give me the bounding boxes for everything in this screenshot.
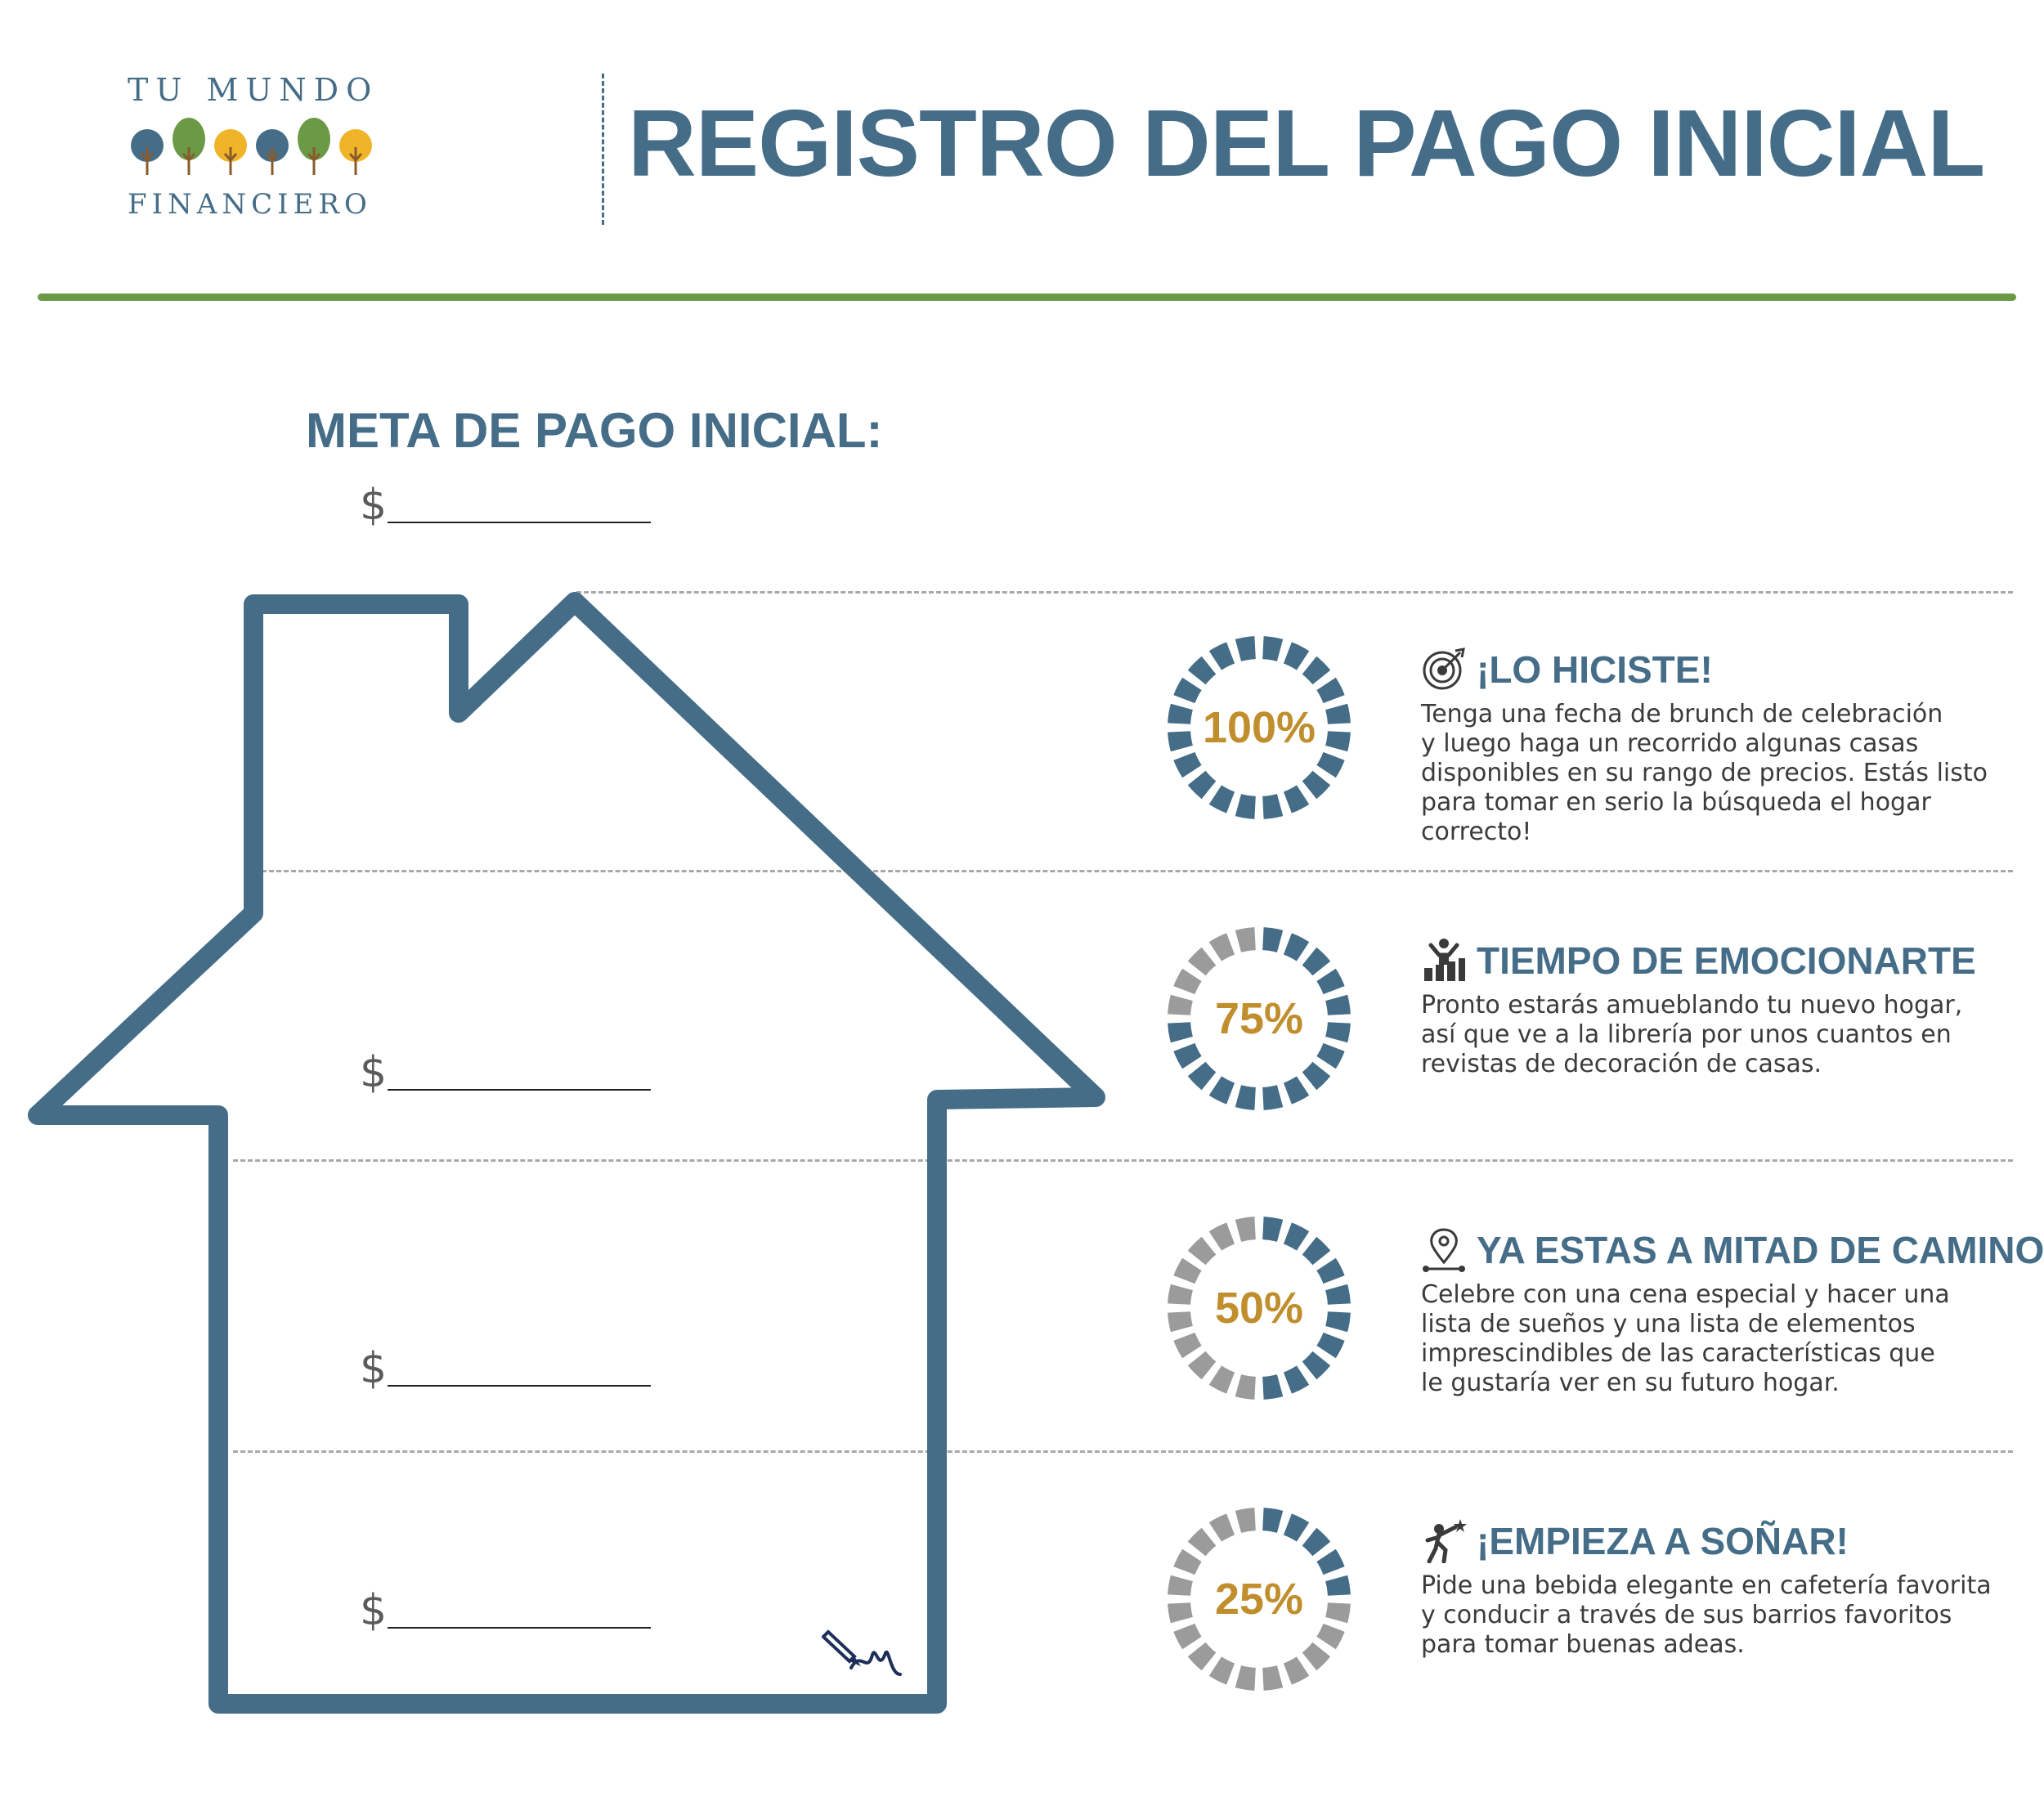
percent-label: 75% (1214, 994, 1304, 1043)
milestone-title: ¡EMPIEZA A SOÑAR! (1477, 1520, 1849, 1562)
milestone-text: Pronto estarás amueblando tu nuevo hogar, así que ve a la librería por unos cuantos en revistas de decoración de casas. (1421, 991, 1963, 1078)
progress-ring (1161, 921, 1357, 1117)
target-icon (1421, 646, 1467, 692)
goal-heading: META DE PAGO INICIAL: (306, 403, 883, 458)
blank-line (388, 1385, 651, 1387)
page-title: REGISTRO DEL PAGO INICIAL (628, 90, 1985, 196)
milestone-25 (1161, 1501, 2044, 1738)
milestone-text: Celebre con una cena especial y hacer una lista de sueños y una lista de elementos imprescindibles de las características que le gustaría ver en su futuro hogar. (1421, 1280, 1950, 1397)
progress-ring (1161, 1501, 1357, 1697)
milestone-50 (1161, 1210, 2044, 1447)
milestone-75 (1161, 921, 2044, 1158)
milestone-title: TIEMPO DE EMOCIONARTE (1477, 939, 1976, 982)
blank-line (388, 1627, 651, 1629)
dollar-icon: $ (360, 1048, 388, 1097)
milestone-text: Tenga una fecha de brunch de celebración y luego haga un recorrido algunas casas disponibles en su rango de precios. Estás listo para tomar en serio la búsqueda el hogar correcto! (1421, 700, 1988, 846)
percent-label: 25% (1214, 1575, 1304, 1624)
amount-50-field[interactable] (360, 1344, 654, 1393)
growth-person-icon (1421, 937, 1467, 983)
amount-25-field[interactable] (360, 1586, 654, 1635)
milestone-100 (1161, 630, 2044, 867)
milestone-title: ¡LO HICISTE! (1477, 648, 1713, 691)
milestone-title: YA ESTAS A MITAD DE CAMINO (1477, 1229, 2044, 1271)
progress-ring (1161, 1210, 1357, 1406)
progress-ring (1161, 630, 1357, 826)
map-pin-icon (1421, 1226, 1467, 1272)
dollar-icon: $ (360, 1586, 388, 1635)
star-reach-icon (1421, 1517, 1467, 1563)
signature-pen-icon (822, 1625, 903, 1683)
brand-name-bottom: FINANCIERO (128, 188, 372, 221)
amount-75-field[interactable] (360, 1048, 654, 1097)
milestone-text: Pide una bebida elegante en cafetería favorita y conducir a través de sus barrios favoritos para tomar buenas adeas. (1421, 1571, 1992, 1659)
blank-line (388, 1089, 651, 1091)
dollar-icon: $ (360, 1344, 388, 1393)
percent-label: 100% (1202, 703, 1316, 752)
brand-name-top: TU MUNDO (128, 72, 379, 108)
percent-label: 50% (1214, 1284, 1304, 1333)
dollar-icon: $ (360, 481, 388, 530)
